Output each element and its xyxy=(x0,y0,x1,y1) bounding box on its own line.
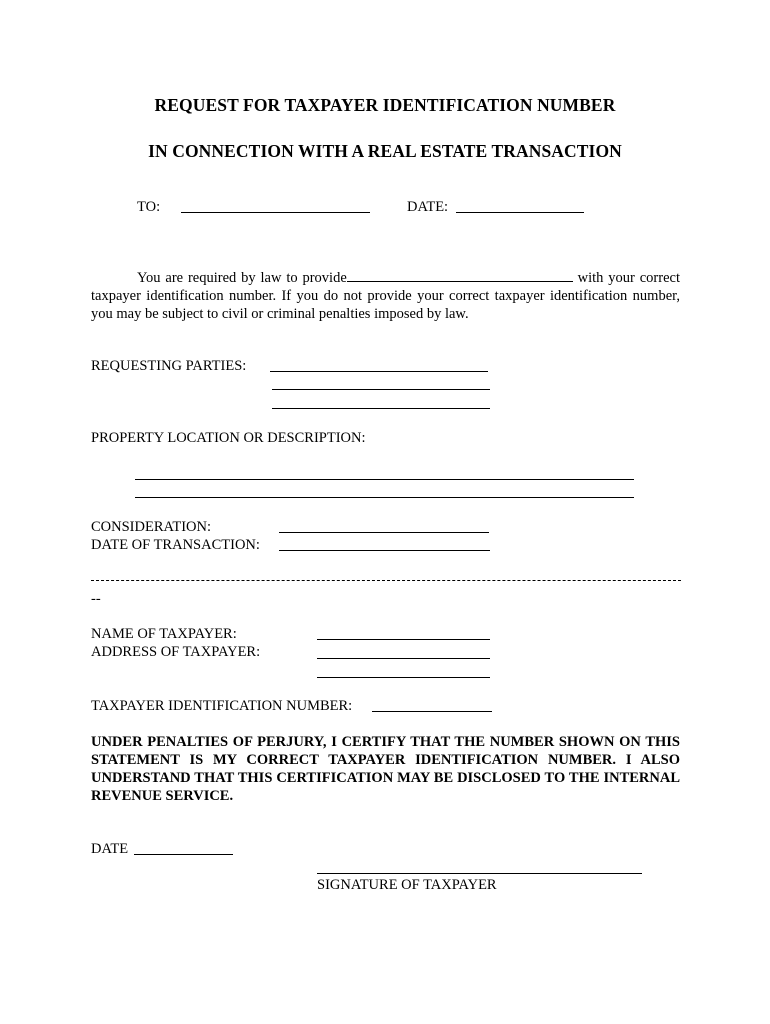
certification-statement: UNDER PENALTIES OF PERJURY, I CERTIFY THAT THE NUMBER SHOWN ON THIS STATEMENT IS MY CORRECT TAXPAYER IDENTIFICATION NUMBER. I ALSO UNDERSTAND THAT THIS CERTIFICATION MAY BE DISCLOSED TO THE INTERNAL REVENUE SERVICE. xyxy=(91,734,680,804)
intro-paragraph xyxy=(91,268,680,323)
bottom-date-label: DATE xyxy=(91,841,129,857)
name-of-taxpayer-label: NAME OF TAXPAYER: xyxy=(91,626,237,642)
intro-text-start: You are required by law to provide xyxy=(137,270,347,286)
tin-label: TAXPAYER IDENTIFICATION NUMBER: xyxy=(91,698,353,714)
signature-field[interactable] xyxy=(317,873,642,874)
date-of-transaction-field[interactable] xyxy=(279,550,490,551)
section-separator xyxy=(91,580,681,581)
date-of-transaction-label: DATE OF TRANSACTION: xyxy=(91,537,260,553)
bottom-date-field[interactable] xyxy=(134,854,233,855)
name-of-taxpayer-field[interactable] xyxy=(317,639,490,640)
provide-to-field[interactable] xyxy=(347,268,573,282)
to-field[interactable] xyxy=(181,212,370,213)
property-field-2[interactable] xyxy=(135,497,634,498)
property-field-1[interactable] xyxy=(135,479,634,480)
tin-field[interactable] xyxy=(372,711,492,712)
consideration-label: CONSIDERATION: xyxy=(91,519,212,535)
date-field[interactable] xyxy=(456,212,584,213)
address-of-taxpayer-label: ADDRESS OF TAXPAYER: xyxy=(91,644,261,660)
to-label: TO: xyxy=(137,199,161,215)
document-title: REQUEST FOR TAXPAYER IDENTIFICATION NUMBER xyxy=(154,95,616,115)
address-of-taxpayer-field-1[interactable] xyxy=(317,658,490,659)
requesting-parties-label: REQUESTING PARTIES: xyxy=(91,358,247,374)
requesting-party-field-3[interactable] xyxy=(272,408,490,409)
date-label: DATE: xyxy=(407,199,449,215)
separator-tail: -- xyxy=(91,591,101,607)
property-label: PROPERTY LOCATION OR DESCRIPTION: xyxy=(91,430,366,446)
intro-text-rest: with your correct taxpayer identification number. If you do not provide your correct taxpayer identification number, you may be subject to civil or criminal penalties imposed by law. xyxy=(91,270,680,322)
requesting-party-field-1[interactable] xyxy=(270,371,488,372)
address-of-taxpayer-field-2[interactable] xyxy=(317,677,490,678)
document-subtitle: IN CONNECTION WITH A REAL ESTATE TRANSACTION xyxy=(148,141,622,161)
signature-label: SIGNATURE OF TAXPAYER xyxy=(317,877,497,893)
requesting-party-field-2[interactable] xyxy=(272,389,490,390)
consideration-field[interactable] xyxy=(279,532,489,533)
